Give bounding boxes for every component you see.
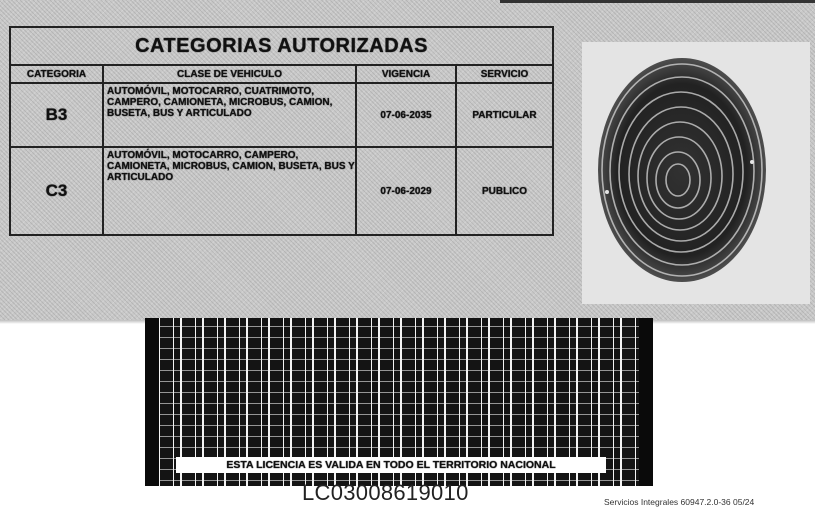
categories-table: [9, 26, 554, 236]
categories-table-title: CATEGORIAS AUTORIZADAS: [11, 28, 552, 66]
license-number: LC03008619010: [302, 480, 469, 505]
table-row-1-validity: 07-06-2035: [357, 84, 457, 148]
table-row-2-category: C3: [11, 148, 104, 234]
table-row-2-service: PUBLICO: [482, 185, 527, 197]
fingerprint-icon: [582, 42, 810, 304]
header-vehicle-class: CLASE DE VEHICULO: [104, 66, 357, 84]
table-row-2-vehicle-class: AUTOMÓVIL, MOTOCARRO, CAMPERO, CAMIONETA, MICROBUS, CAMION, BUSETA, BUS Y ARTICULADO: [104, 148, 357, 234]
table-row-1-vehicle-class: AUTOMÓVIL, MOTOCARRO, CUATRIMOTO, CAMPERO, CAMIONETA, MICROBUS, CAMION, BUSETA, BUS Y ARTICULADO: [104, 84, 357, 148]
header-service: SERVICIO: [457, 66, 552, 84]
card-top-border: [500, 0, 815, 3]
fingerprint-panel: [582, 42, 810, 304]
header-validity: VIGENCIA: [357, 66, 457, 84]
header-category: CATEGORIA: [11, 66, 104, 84]
table-row-1-service: PARTICULAR: [457, 84, 552, 148]
footer-note: Servicios Integrales 60947.2.0-36 05/24: [604, 497, 755, 507]
table-row-2-validity: 07-06-2029: [357, 148, 457, 234]
table-row-1-category: B3: [11, 84, 104, 148]
validity-statement: ESTA LICENCIA ES VALIDA EN TODO EL TERRITORIO NACIONAL: [176, 457, 606, 473]
